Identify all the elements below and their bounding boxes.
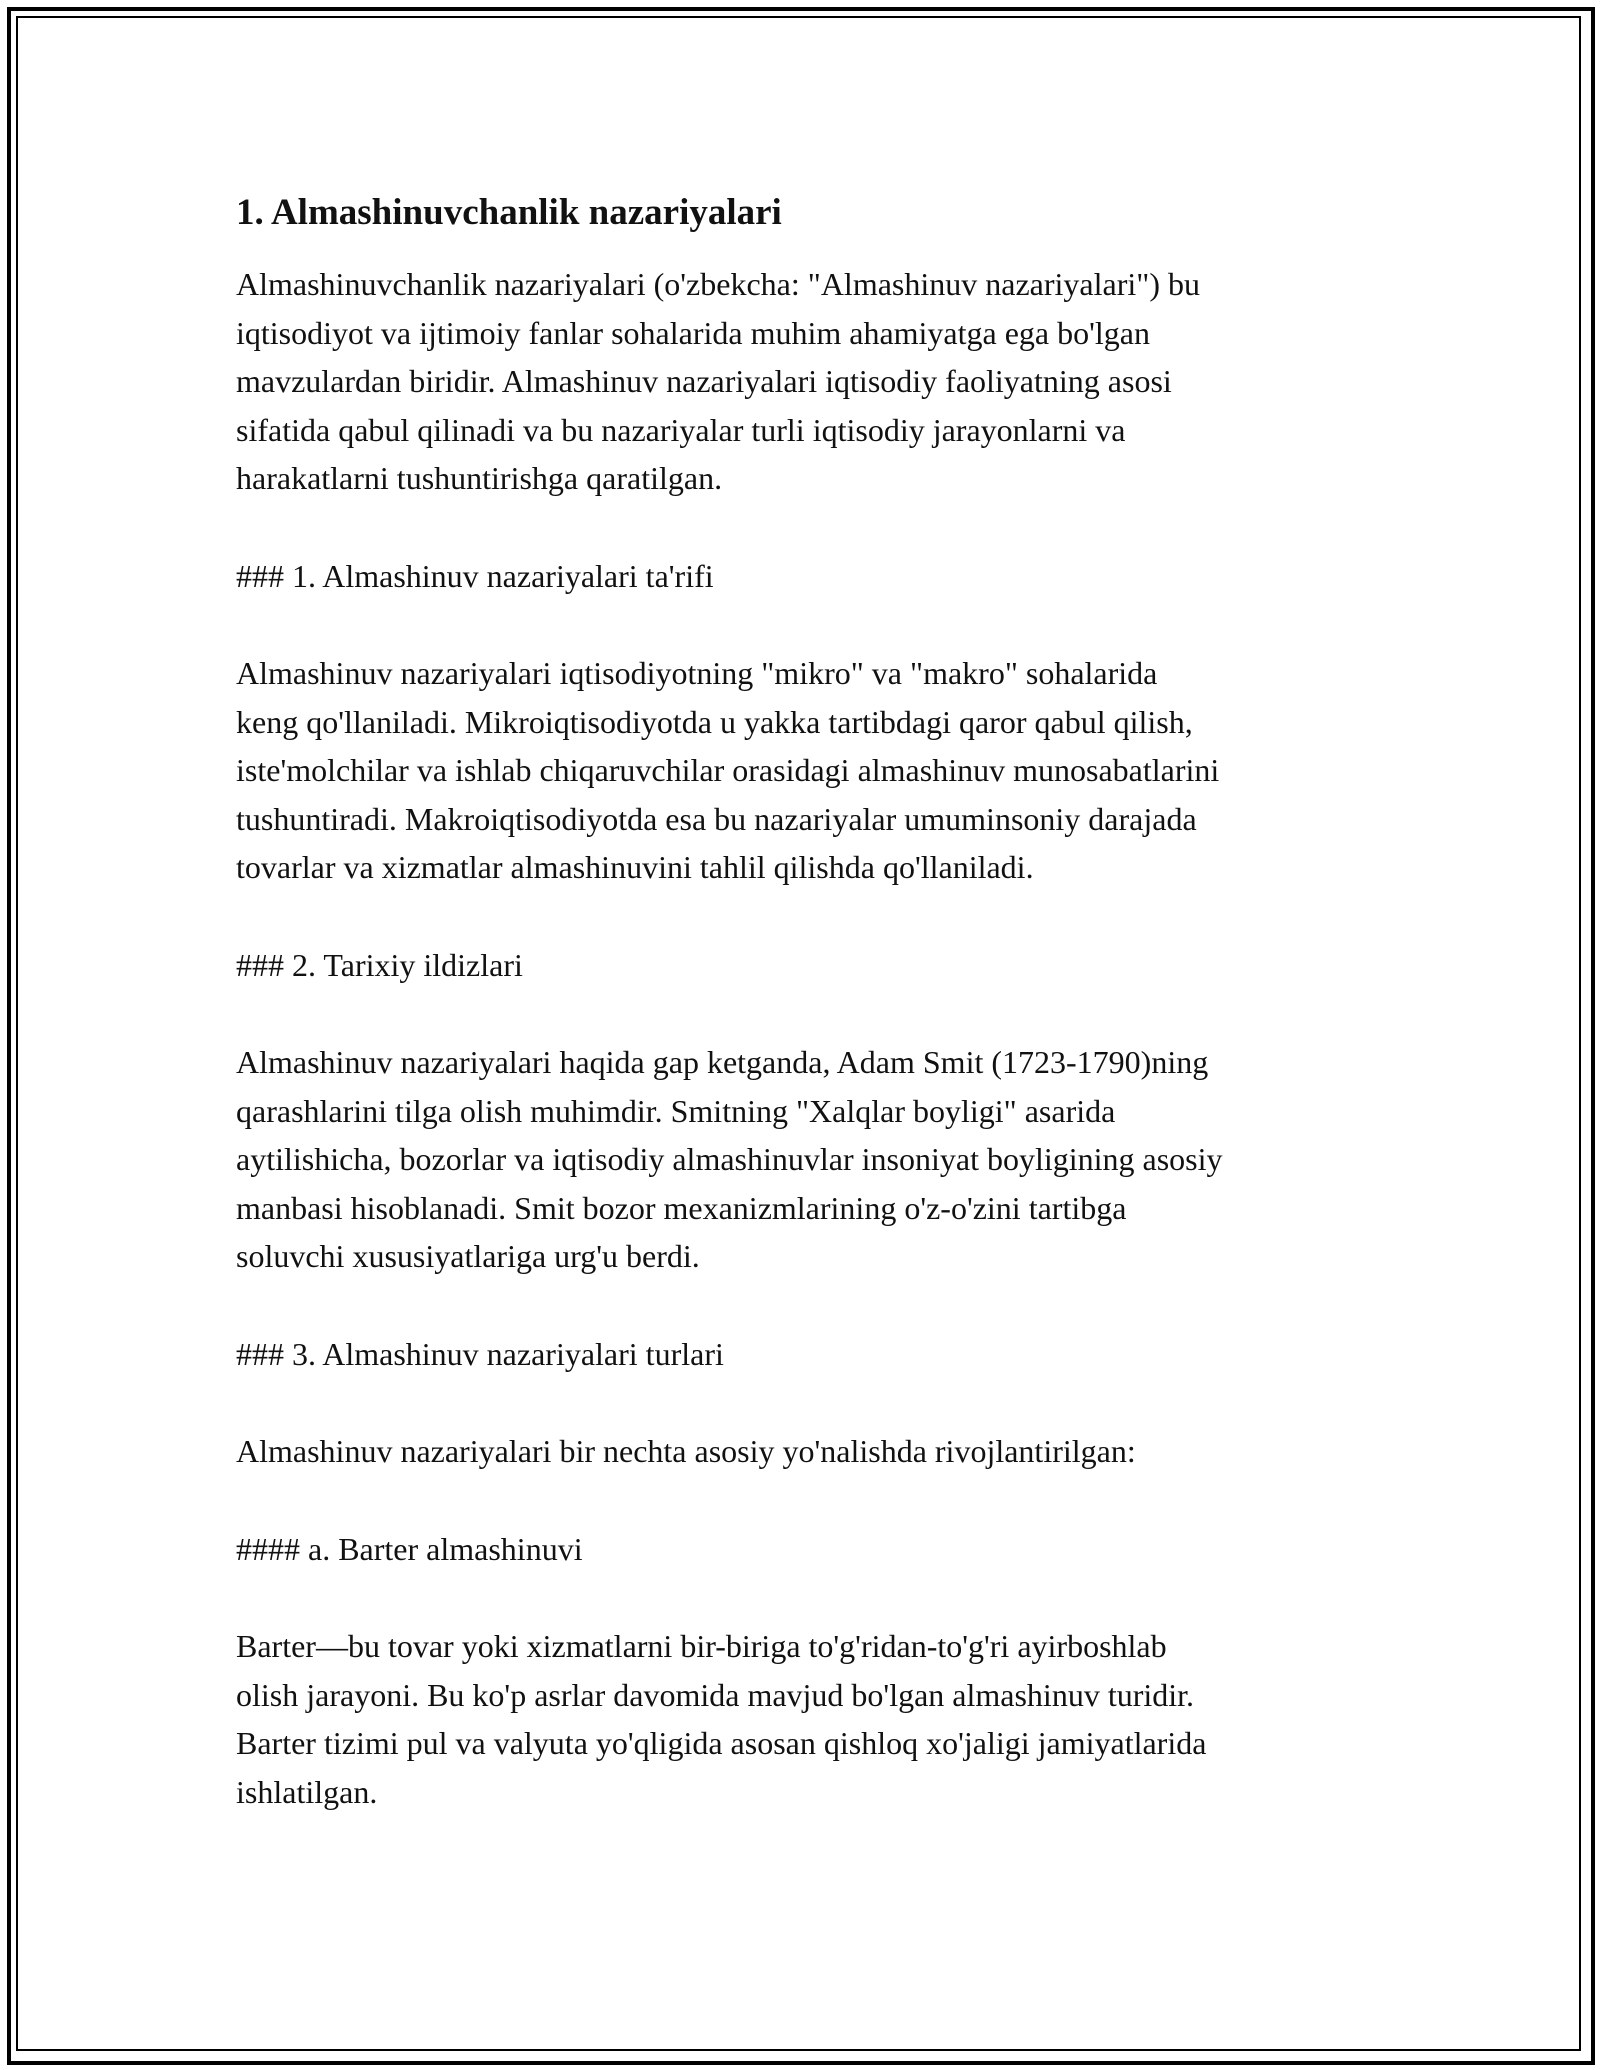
- document-body: [236, 188, 1376, 1865]
- barter-paragraph: Barter—bu tovar yoki xizmatlarni bir-biriga to'g'ridan-to'g'ri ayirboshlab olish jarayoni. Bu ko'p asrlar davomida mavjud bo'lgan almashinuv turidir. Barter tizimi pul va valyuta yo'qligida asosan qishloq xo'jaligi jamiyatlarida ishlatilgan.: [236, 1628, 1207, 1810]
- intro-paragraph: Almashinuvchanlik nazariyalari (o'zbekcha: "Almashinuv nazariyalari") bu iqtisodiyot va ijtimoiy fanlar sohalarida muhim ahamiyatga ega bo'lgan mavzulardan biridir. Almashinuv nazariyalari iqtisodiy faoliyatning asosi sifatida qabul qilinadi va bu nazariyalar turli iqtisodiy jarayonlarni va harakatlarni tushuntirishga qaratilgan.: [236, 266, 1200, 496]
- types-intro-paragraph: Almashinuv nazariyalari bir nechta asosiy yo'nalishda rivojlantirilgan:: [236, 1433, 1136, 1469]
- history-paragraph: Almashinuv nazariyalari haqida gap ketganda, Adam Smit (1723-1790)ning qarashlarini tilga olish muhimdir. Smitning "Xalqlar boyligi" asarida aytilishicha, bozorlar va iqtisodiy almashinuvlar insoniyat boyligining asosiy manbasi hisoblanadi. Smit bozor mexanizmlarining o'z-o'zini tartibga soluvchi xususiyatlariga urg'u berdi.: [236, 1044, 1223, 1274]
- section-heading-types: ### 3. Almashinuv nazariyalari turlari: [236, 1335, 724, 1372]
- subsection-heading-barter: #### a. Barter almashinuvi: [236, 1530, 583, 1567]
- definition-paragraph: Almashinuv nazariyalari iqtisodiyotning "mikro" va "makro" sohalarida keng qo'llaniladi. Mikroiqtisodiyotda u yakka tartibdagi qaror qabul qilish, iste'molchilar va ishlab chiqaruvchilar orasidagi almashinuv munosabatlarini tushuntiradi. Makroiqtisodiyotda esa bu nazariyalar umuminsoniy darajada tovarlar va xizmatlar almashinuvini tahlil qilishda qo'llaniladi.: [236, 655, 1220, 885]
- section-heading-history: ### 2. Tarixiy ildizlari: [236, 946, 523, 983]
- section-heading-definition: ### 1. Almashinuv nazariyalari ta'rifi: [236, 557, 714, 594]
- document-title: 1. Almashinuvchanlik nazariyalari: [236, 192, 782, 233]
